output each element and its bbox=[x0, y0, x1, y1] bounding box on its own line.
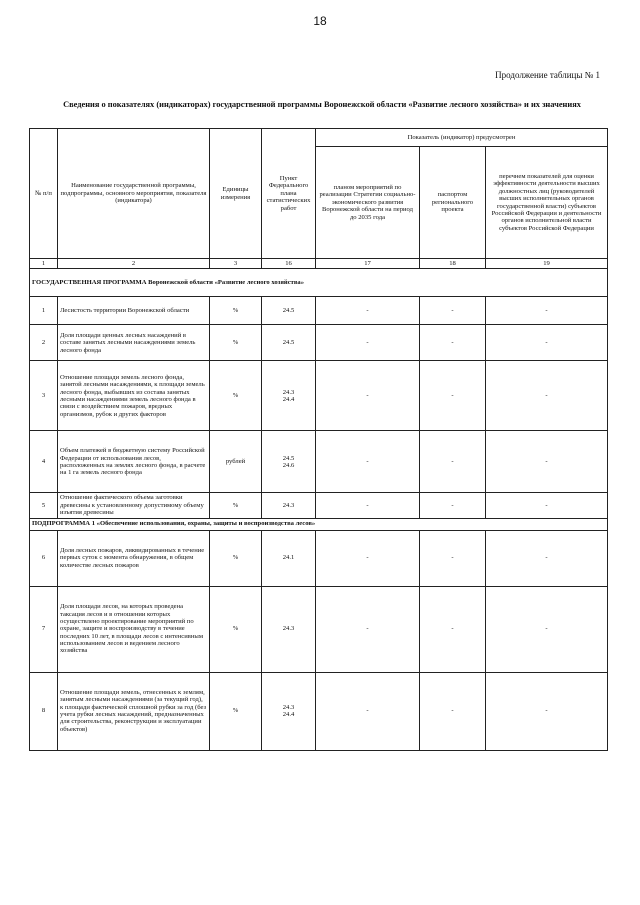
row-fed-item bbox=[262, 297, 316, 325]
fed-item-value: 24.1 bbox=[282, 554, 295, 562]
row-indicator-name: Отношение площади земель, отнесенных к землям, занятым лесными насаждениями (за текущий год), к площади фактической сплошной рубки за год (без учета рубки лесных насаждений, предназначенных для строительства, реконструкции и эксплуатации объектов) bbox=[58, 672, 210, 750]
row-col19: - bbox=[486, 493, 608, 518]
page-number: 18 bbox=[313, 14, 327, 28]
row-indicator-name: Отношение фактического объема заготовки древесины к установленному допустимому объему изъятия древесины bbox=[58, 493, 210, 518]
row-fed-item bbox=[262, 431, 316, 493]
row-unit: % bbox=[210, 493, 262, 518]
subprogram-section-row bbox=[30, 518, 608, 530]
row-fed-item bbox=[262, 493, 316, 518]
header-num: № п/п bbox=[30, 129, 58, 259]
row-col18: - bbox=[420, 361, 486, 431]
document-title: Сведения о показателях (индикаторах) государственной программы Воронежской области «Развитие лесного хозяйства» и их значениях bbox=[63, 100, 581, 109]
colnum-18: 18 bbox=[420, 259, 486, 269]
row-fed-item bbox=[262, 530, 316, 586]
header-col19: перечнем показателей для оценки эффективности деятельности высших должностных лиц (руководителей высших исполнительных органов государственной власти) субъектов Российской Федерации и деятельности органов исполнительной власти субъектов Российской Федерации bbox=[486, 147, 608, 259]
table-row bbox=[30, 530, 608, 586]
table-row bbox=[30, 297, 608, 325]
row-col18: - bbox=[420, 493, 486, 518]
subprogram-title: ПОДПРОГРАММА 1 «Обеспечение использования, охраны, защиты и воспроизводства лесов» bbox=[30, 518, 608, 530]
row-num: 3 bbox=[30, 361, 58, 431]
row-indicator-name: Доля лесных пожаров, ликвидированных в течение первых суток с момента обнаружения, в общем количестве лесных пожаров bbox=[58, 530, 210, 586]
row-col19: - bbox=[486, 431, 608, 493]
row-unit: рублей bbox=[210, 431, 262, 493]
table-row bbox=[30, 672, 608, 750]
colnum-3: 3 bbox=[210, 259, 262, 269]
row-indicator-name: Доля площади лесов, на которых проведена таксация лесов и в отношении которых осуществлено проектирование мероприятий по охране, защите и воспроизводству в течение последних 10 лет, в площади лесов с интенсивным использованием лесов и ведением лесного хозяйства bbox=[58, 586, 210, 672]
header-col18: паспортом регионального проекта bbox=[420, 147, 486, 259]
row-col18: - bbox=[420, 297, 486, 325]
fed-item-value: 24.5 bbox=[282, 454, 295, 462]
fed-item-value: 24.3 bbox=[282, 388, 295, 396]
row-fed-item bbox=[262, 325, 316, 361]
header-name: Наименование государственной программы, подпрограммы, основного мероприятия, показателя (индикатора) bbox=[58, 129, 210, 259]
header-row-top bbox=[30, 129, 608, 147]
row-col19: - bbox=[486, 361, 608, 431]
indicators-table bbox=[29, 128, 608, 751]
header-fed-item: Пункт Федерального плана статистических работ bbox=[262, 129, 316, 259]
row-unit: % bbox=[210, 361, 262, 431]
colnum-17: 17 bbox=[316, 259, 420, 269]
row-col17: - bbox=[316, 361, 420, 431]
colnum-1: 1 bbox=[30, 259, 58, 269]
program-title: ГОСУДАРСТВЕННАЯ ПРОГРАММА Воронежской области «Развитие лесного хозяйства» bbox=[30, 269, 608, 297]
row-col17: - bbox=[316, 586, 420, 672]
row-indicator-name: Объем платежей в бюджетную систему Российской Федерации от использования лесов, расположенных на землях лесного фонда, в расчете на 1 га земель лесного фонда bbox=[58, 431, 210, 493]
header-provided-group: Показатель (индикатор) предусмотрен bbox=[316, 129, 608, 147]
row-col17: - bbox=[316, 431, 420, 493]
row-col17: - bbox=[316, 493, 420, 518]
row-col19: - bbox=[486, 297, 608, 325]
header-col17: планом мероприятий по реализации Стратегии социально-экономического развития Воронежской области на период до 2035 года bbox=[316, 147, 420, 259]
row-col17: - bbox=[316, 325, 420, 361]
row-col17: - bbox=[316, 530, 420, 586]
row-fed-item bbox=[262, 361, 316, 431]
header-unit: Единицы измерения bbox=[210, 129, 262, 259]
table-row bbox=[30, 493, 608, 518]
fed-item-value: 24.3 bbox=[282, 703, 295, 711]
row-num: 4 bbox=[30, 431, 58, 493]
row-fed-item bbox=[262, 672, 316, 750]
fed-item-value: 24.5 bbox=[282, 339, 295, 347]
row-num: 7 bbox=[30, 586, 58, 672]
row-unit: % bbox=[210, 297, 262, 325]
table-row bbox=[30, 325, 608, 361]
row-col18: - bbox=[420, 530, 486, 586]
fed-item-value: 24.5 bbox=[282, 307, 295, 315]
program-section-row bbox=[30, 269, 608, 297]
row-col17: - bbox=[316, 672, 420, 750]
row-indicator-name: Доля площади ценных лесных насаждений в составе занятых лесными насаждениями земель лесного фонда bbox=[58, 325, 210, 361]
row-col19: - bbox=[486, 530, 608, 586]
table-row bbox=[30, 361, 608, 431]
column-number-row bbox=[30, 259, 608, 269]
fed-item-value: 24.3 bbox=[282, 501, 295, 509]
row-fed-item bbox=[262, 586, 316, 672]
table-row bbox=[30, 586, 608, 672]
fed-item-value: 24.3 bbox=[282, 625, 295, 633]
fed-item-value-2: 24.6 bbox=[282, 461, 295, 469]
row-num: 2 bbox=[30, 325, 58, 361]
row-indicator-name: Отношение площади земель лесного фонда, занятой лесными насаждениями, к площади земель лесного фонда, выбывших из состава занятых лесными насаждениями земель лесного фонда в связи с воздействием пожаров, вредных организмов, рубок и других факторов bbox=[58, 361, 210, 431]
row-col18: - bbox=[420, 586, 486, 672]
row-col19: - bbox=[486, 586, 608, 672]
row-unit: % bbox=[210, 586, 262, 672]
row-num: 5 bbox=[30, 493, 58, 518]
table-continuation-label: Продолжение таблицы № 1 bbox=[495, 70, 600, 80]
row-num: 1 bbox=[30, 297, 58, 325]
colnum-19: 19 bbox=[486, 259, 608, 269]
row-num: 8 bbox=[30, 672, 58, 750]
row-unit: % bbox=[210, 672, 262, 750]
fed-item-value-2: 24.4 bbox=[282, 395, 295, 403]
row-indicator-name: Лесистость территории Воронежской области bbox=[58, 297, 210, 325]
row-col18: - bbox=[420, 672, 486, 750]
row-col18: - bbox=[420, 325, 486, 361]
row-col17: - bbox=[316, 297, 420, 325]
row-col19: - bbox=[486, 325, 608, 361]
row-unit: % bbox=[210, 325, 262, 361]
table-row bbox=[30, 431, 608, 493]
fed-item-value-2: 24.4 bbox=[282, 711, 295, 718]
row-col18: - bbox=[420, 431, 486, 493]
row-num: 6 bbox=[30, 530, 58, 586]
row-unit: % bbox=[210, 530, 262, 586]
colnum-16: 16 bbox=[262, 259, 316, 269]
row-col19: - bbox=[486, 672, 608, 750]
colnum-2: 2 bbox=[58, 259, 210, 269]
